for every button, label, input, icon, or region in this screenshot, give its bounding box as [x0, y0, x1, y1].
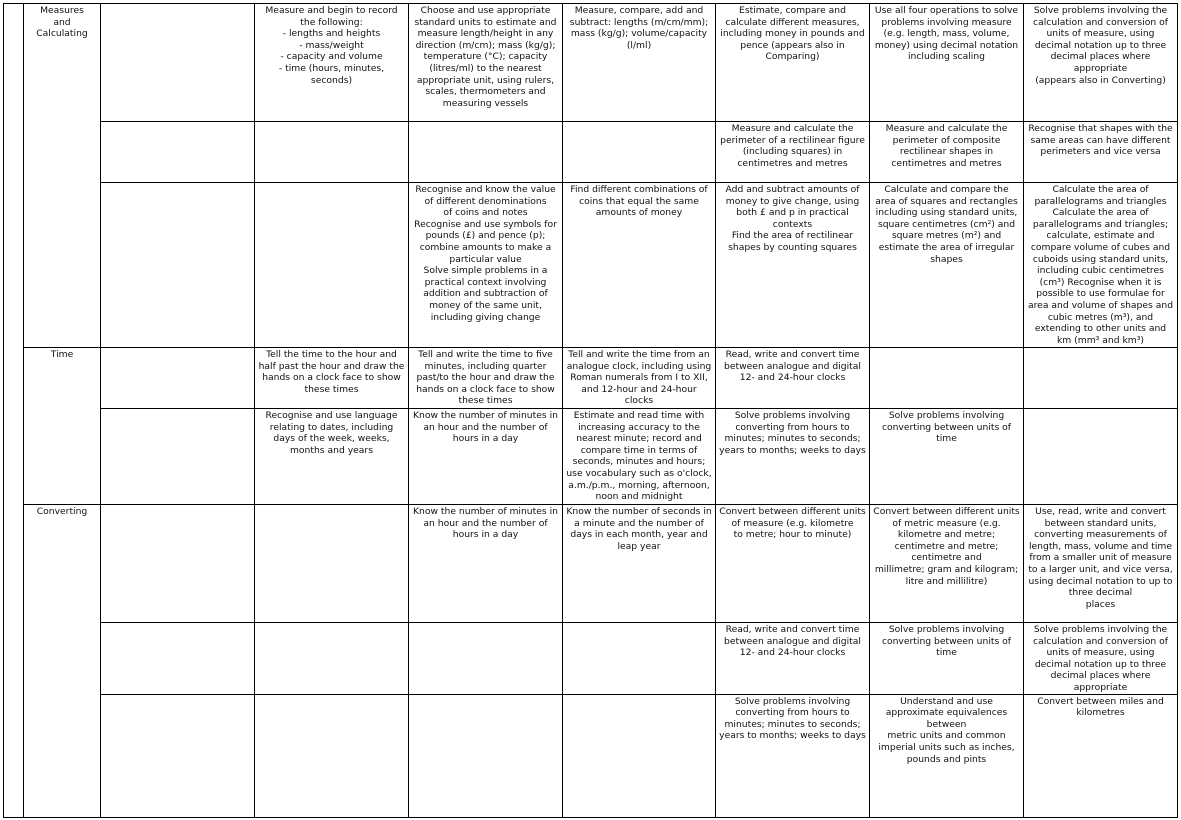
left-margin-strip: [4, 4, 24, 818]
table-cell: [101, 122, 255, 183]
table-cell: [255, 505, 409, 623]
table-row: [4, 4, 1178, 122]
table-cell: [101, 623, 255, 695]
table-cell: [409, 122, 563, 183]
table-cell: [1024, 409, 1178, 505]
table-cell: Convert between miles and kilometres: [1024, 694, 1178, 817]
table-row: [4, 348, 1178, 409]
table-cell: Read, write and convert time between analogue and digital 12- and 24-hour clocks: [716, 623, 870, 695]
table-cell: Recognise that shapes with the same areas can have different perimeters and vice versa: [1024, 122, 1178, 183]
table-row: [4, 694, 1178, 817]
table-cell: [255, 694, 409, 817]
table-cell: Choose and use appropriate standard units to estimate and measure length/height in any direction (m/cm); mass (kg/g); temperature (°C); capacity (litres/ml) to the nearest appropriate unit, using rulers, scales, thermometers and measuring vessels: [409, 4, 563, 122]
table-cell: Add and subtract amounts of money to give change, using both £ and p in practical contexts Find the area of rectilinear shapes by counting squares: [716, 183, 870, 348]
table-cell: Use all four operations to solve problems involving measure (e.g. length, mass, volume, money) using decimal notation including scaling: [870, 4, 1024, 122]
table-cell: Tell and write the time from an analogue clock, including using Roman numerals from I to XII, and 12-hour and 24-hour clocks: [563, 348, 716, 409]
table-cell: Solve problems involving the calculation and conversion of units of measure, using decimal notation up to three decimal places where appropriate (appears also in Converting): [1024, 4, 1178, 122]
measurement-curriculum-table: [3, 3, 1178, 818]
category-label: Converting: [24, 505, 101, 818]
table-cell: Solve problems involving converting from hours to minutes; minutes to seconds; years to months; weeks to days: [716, 694, 870, 817]
table-row: [4, 409, 1178, 505]
table-cell: Calculate and compare the area of squares and rectangles including using standard units, square centimetres (cm²) and square metres (m²) and estimate the area of irregular shapes: [870, 183, 1024, 348]
table-cell: [563, 623, 716, 695]
table-cell: [101, 348, 255, 409]
table-cell: Read, write and convert time between analogue and digital 12- and 24-hour clocks: [716, 348, 870, 409]
table-cell: [101, 183, 255, 348]
table-cell: [101, 505, 255, 623]
table-cell: Tell and write the time to five minutes, including quarter past/to the hour and draw the hands on a clock face to show these times: [409, 348, 563, 409]
table-cell: Estimate and read time with increasing accuracy to the nearest minute; record and compare time in terms of seconds, minutes and hours; use vocabulary such as o'clock, a.m./p.m., morning, afternoon, noon and midnight: [563, 409, 716, 505]
table-cell: Recognise and use language relating to dates, including days of the week, weeks, months and years: [255, 409, 409, 505]
table-row: [4, 183, 1178, 348]
table-cell: Measure, compare, add and subtract: lengths (m/cm/mm); mass (kg/g); volume/capacity (l/ml): [563, 4, 716, 122]
table-row: [4, 505, 1178, 623]
table-cell: Solve problems involving the calculation and conversion of units of measure, using decimal notation up to three decimal places where appropriate: [1024, 623, 1178, 695]
table-cell: Understand and use approximate equivalences between metric units and common imperial units such as inches, pounds and pints: [870, 694, 1024, 817]
table-cell: [255, 183, 409, 348]
table-cell: Use, read, write and convert between standard units, converting measurements of length, mass, volume and time from a smaller unit of measure to a larger unit, and vice versa, using decimal notation to up to three decimal places: [1024, 505, 1178, 623]
table-cell: Solve problems involving converting between units of time: [870, 623, 1024, 695]
table-cell: Recognise and know the value of different denominations of coins and notes Recognise and use symbols for pounds (£) and pence (p); combine amounts to make a particular value Solve simple problems in a practical context involving addition and subtraction of money of the same unit, including giving change: [409, 183, 563, 348]
table-cell: [101, 409, 255, 505]
table-cell: Find different combinations of coins that equal the same amounts of money: [563, 183, 716, 348]
table-cell: [563, 122, 716, 183]
table-cell: Measure and calculate the perimeter of composite rectilinear shapes in centimetres and metres: [870, 122, 1024, 183]
table-cell: Estimate, compare and calculate different measures, including money in pounds and pence (appears also in Comparing): [716, 4, 870, 122]
table-cell: [101, 694, 255, 817]
table-cell: Measure and begin to record the following: - lengths and heights - mass/weight - capacity and volume - time (hours, minutes, seconds): [255, 4, 409, 122]
table-cell: [101, 4, 255, 122]
category-label: Time: [24, 348, 101, 505]
table-cell: [409, 623, 563, 695]
curriculum-page: [3, 3, 1177, 816]
table-cell: Convert between different units of metric measure (e.g. kilometre and metre; centimetre and metre; centimetre and millimetre; gram and kilogram; litre and millilitre): [870, 505, 1024, 623]
table-cell: [870, 348, 1024, 409]
table-cell: Know the number of minutes in an hour and the number of hours in a day: [409, 505, 563, 623]
table-cell: Tell the time to the hour and half past the hour and draw the hands on a clock face to show these times: [255, 348, 409, 409]
table-cell: [255, 623, 409, 695]
table-cell: Know the number of minutes in an hour and the number of hours in a day: [409, 409, 563, 505]
table-cell: Solve problems involving converting between units of time: [870, 409, 1024, 505]
table-cell: [563, 694, 716, 817]
table-row: [4, 623, 1178, 695]
table-cell: Solve problems involving converting from hours to minutes; minutes to seconds; years to months; weeks to days: [716, 409, 870, 505]
table-cell: Calculate the area of parallelograms and triangles Calculate the area of parallelograms and triangles; calculate, estimate and compare volume of cubes and cuboids using standard units, including cubic centimetres (cm³) Recognise when it is possible to use formulae for area and volume of shapes and cubic metres (m³), and extending to other units and km (mm³ and km³): [1024, 183, 1178, 348]
table-cell: [1024, 348, 1178, 409]
table-cell: [255, 122, 409, 183]
table-cell: Know the number of seconds in a minute and the number of days in each month, year and leap year: [563, 505, 716, 623]
table-cell: [409, 694, 563, 817]
table-cell: Convert between different units of measure (e.g. kilometre to metre; hour to minute): [716, 505, 870, 623]
category-label: Measures and Calculating: [24, 4, 101, 348]
table-row: [4, 122, 1178, 183]
table-cell: Measure and calculate the perimeter of a rectilinear figure (including squares) in centimetres and metres: [716, 122, 870, 183]
